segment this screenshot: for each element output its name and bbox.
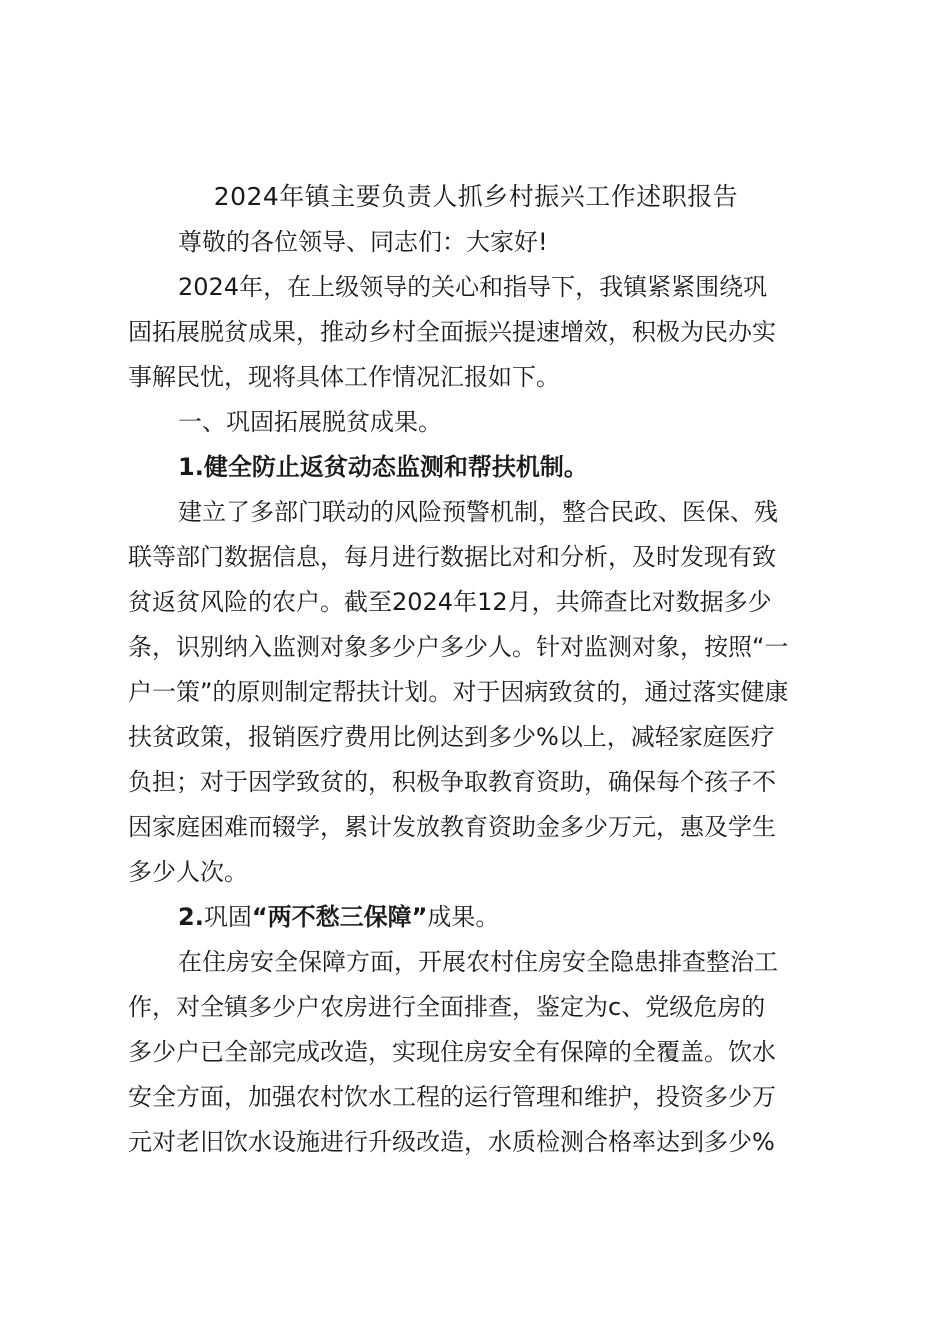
para2-line-5: 元对老旧饮水设施进行升级改造，水质检测合格率达到多少% [128, 1128, 775, 1156]
document-title: 2024年镇主要负责人抓乡村振兴工作述职报告 [213, 182, 739, 211]
section-1-heading: 一、巩固拓展脱贫成果。 [178, 408, 442, 436]
para1-line-2: 联等部门数据信息，每月进行数据比对和分析，及时发现有致 [128, 543, 776, 571]
subsection-2-number: 2. [178, 903, 204, 931]
para2-line-1: 在住房安全保障方面，开展农村住房安全隐患排查整治工 [178, 948, 778, 976]
para1-line-5: 户一策”的原则制定帮扶计划。对于因病致贫的，通过落实健康 [128, 678, 789, 706]
para1-line-9: 多少人次。 [128, 858, 248, 886]
intro-line-1: 2024年，在上级领导的关心和指导下，我镇紧紧围绕巩 [178, 273, 768, 301]
para1-line-1: 建立了多部门联动的风险预警机制，整合民政、医保、残 [178, 498, 778, 526]
subsection-2-heading [128, 895, 824, 940]
subsection-2-quote: “两不愁三保障” [251, 903, 428, 931]
para2-line-2: 作，对全镇多少户农房进行全面排查，鉴定为c、党级危房的 [128, 993, 766, 1021]
para1-line-8: 因家庭困难而辍学，累计发放教育资助金多少万元，惠及学生 [128, 813, 776, 841]
para2-line-4: 安全方面，加强农村饮水工程的运行管理和维护，投资多少万 [128, 1083, 776, 1111]
para1-line-4: 条，识别纳入监测对象多少户多少人。针对监测对象，按照“一 [128, 633, 789, 661]
para1-line-6: 扶贫政策，报销医疗费用比例达到多少%以上，减轻家庭医疗 [128, 723, 775, 751]
para1-line-7: 负担；对于因学致贫的，积极争取教育资助，确保每个孩子不 [128, 768, 776, 796]
para1-line-3: 贫返贫风险的农户。截至2024年12月，共筛查比对数据多少 [128, 588, 772, 616]
intro-line-3: 事解民忧，现将具体工作情况汇报如下。 [128, 363, 560, 391]
intro-line-2: 固拓展脱贫成果，推动乡村全面振兴提速增效，积极为民办实 [128, 318, 776, 346]
para2-line-3: 多少户已全部完成改造，实现住房安全有保障的全覆盖。饮水 [128, 1038, 776, 1066]
subsection-1-heading: 1.健全防止返贫动态监测和帮扶机制。 [178, 453, 588, 481]
document-body [128, 174, 824, 1165]
subsection-2-word: 巩固 [203, 903, 252, 931]
greeting-line: 尊敬的各位领导、同志们：大家好! [178, 228, 548, 256]
subsection-2-suffix: 成果。 [427, 903, 500, 931]
